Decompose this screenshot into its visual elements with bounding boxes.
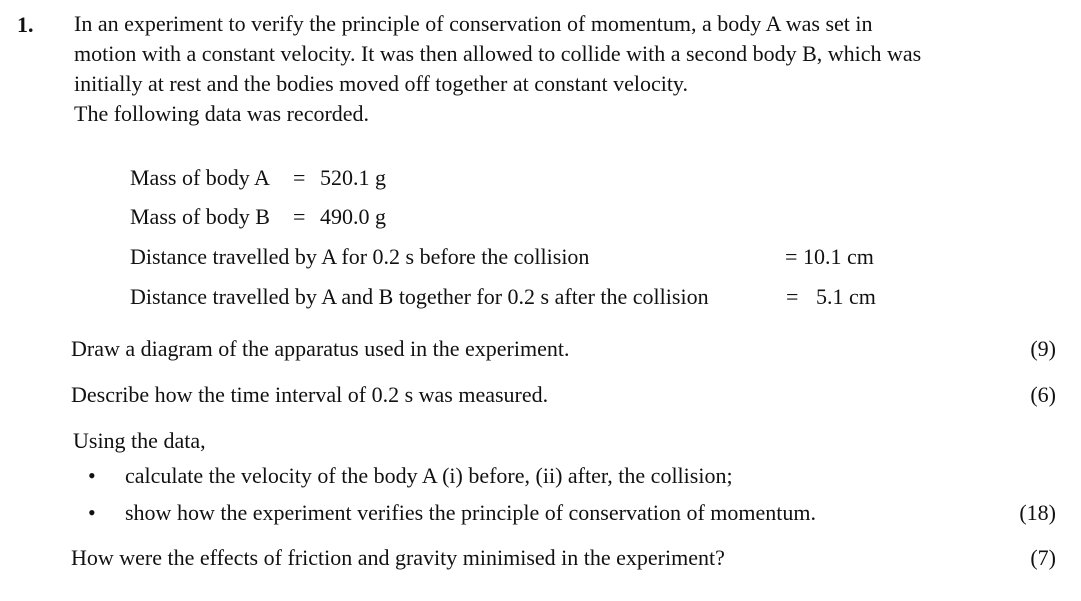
data-label: Mass of body A <box>130 165 270 190</box>
data-label: Distance travelled by A for 0.2 s before the collision <box>130 244 590 269</box>
intro-line: The following data was recorded. <box>74 101 370 126</box>
marks-badge: (7) <box>1030 545 1056 570</box>
marks-badge: (18) <box>1019 500 1056 525</box>
data-value: 10.1 cm <box>803 244 874 269</box>
bullet-icon: • <box>88 500 96 525</box>
bullet-text: calculate the velocity of the body A (i) before, (ii) after, the collision; <box>125 463 733 488</box>
data-value: 5.1 cm <box>816 284 876 309</box>
marks-badge: (6) <box>1030 382 1056 407</box>
part-friction-gravity: How were the effects of friction and gravity minimised in the experiment? <box>71 545 725 570</box>
data-label: Mass of body B <box>130 204 270 229</box>
data-equals: = <box>786 284 799 309</box>
question-intro <box>74 9 1064 129</box>
data-label: Distance travelled by A and B together for 0.2 s after the collision <box>130 284 709 309</box>
marks-badge: (9) <box>1030 336 1056 361</box>
data-equals: = <box>293 165 306 190</box>
data-equals: = <box>785 244 798 269</box>
data-equals: = <box>293 204 306 229</box>
bullet-text: show how the experiment verifies the principle of conservation of momentum. <box>125 500 816 525</box>
part-draw-diagram: Draw a diagram of the apparatus used in the experiment. <box>71 336 570 361</box>
part-describe-timing: Describe how the time interval of 0.2 s was measured. <box>71 382 549 407</box>
intro-line: motion with a constant velocity. It was then allowed to collide with a second body B, which was <box>74 41 922 66</box>
intro-line: initially at rest and the bodies moved off together at constant velocity. <box>74 71 689 96</box>
data-value: 520.1 g <box>320 165 386 190</box>
bullet-icon: • <box>88 463 96 488</box>
part-using-data: Using the data, <box>73 428 206 453</box>
question-number: 1. <box>17 12 34 37</box>
intro-line: In an experiment to verify the principle of conservation of momentum, a body A was set in <box>74 11 873 36</box>
data-value: 490.0 g <box>320 204 386 229</box>
